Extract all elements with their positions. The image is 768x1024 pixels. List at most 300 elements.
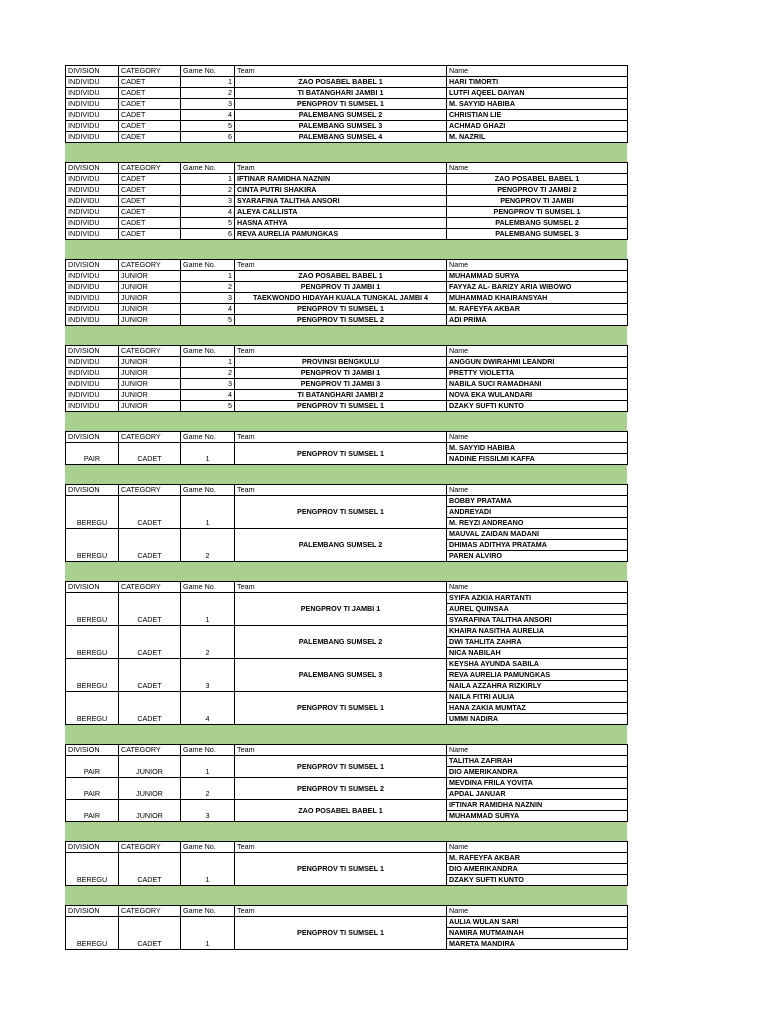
cell-category: CADET — [119, 229, 181, 240]
cell-name: M. RAFEYFA AKBAR — [447, 304, 628, 315]
header-game-no: Game No. — [181, 485, 235, 496]
cell-game-no: 3 — [181, 379, 235, 390]
header-game-no: Game No. — [181, 842, 235, 853]
cell-name: SYARAFINA TALITHA ANSORI — [447, 615, 628, 626]
cell-game-no: 3 — [181, 293, 235, 304]
cell-division: PAIR — [66, 756, 119, 778]
table-row — [66, 368, 628, 379]
cell-name: TALITHA ZAFIRAH — [447, 756, 628, 767]
spreadsheet — [65, 65, 627, 950]
cell-team: ALEYA CALLISTA — [235, 207, 447, 218]
table-row — [66, 99, 628, 110]
header-team: Team — [235, 582, 447, 593]
cell-category: CADET — [119, 207, 181, 218]
cell-division: INDIVIDU — [66, 110, 119, 121]
cell-division: BEREGU — [66, 853, 119, 886]
header-team: Team — [235, 432, 447, 443]
cell-name: MAUVAL ZAIDAN MADANI — [447, 529, 628, 540]
cell-division: BEREGU — [66, 917, 119, 950]
section-separator — [65, 562, 627, 581]
cell-team: ZAO POSABEL BABEL 1 — [235, 271, 447, 282]
header-row — [66, 346, 628, 357]
cell-division: INDIVIDU — [66, 218, 119, 229]
cell-game-no: 5 — [181, 218, 235, 229]
header-name: Name — [447, 582, 628, 593]
cell-name: AULIA WULAN SARI — [447, 917, 628, 928]
cell-team: REVA AURELIA PAMUNGKAS — [235, 229, 447, 240]
cell-team: ZAO POSABEL BABEL 1 — [235, 77, 447, 88]
section-separator — [65, 326, 627, 345]
cell-division: INDIVIDU — [66, 88, 119, 99]
cell-category: JUNIOR — [119, 756, 181, 778]
cell-category: CADET — [119, 626, 181, 659]
header-name: Name — [447, 163, 628, 174]
table-row — [66, 110, 628, 121]
cell-name: ADI PRIMA — [447, 315, 628, 326]
cell-division: INDIVIDU — [66, 99, 119, 110]
group-table — [65, 484, 628, 562]
cell-category: CADET — [119, 496, 181, 529]
cell-name: PENGPROV TI JAMBI — [447, 196, 628, 207]
cell-team: PALEMBANG SUMSEL 3 — [235, 121, 447, 132]
table-row — [66, 401, 628, 412]
header-game-no: Game No. — [181, 906, 235, 917]
cell-game-no: 2 — [181, 282, 235, 293]
cell-division: INDIVIDU — [66, 121, 119, 132]
cell-name: SYIFA AZKIA HARTANTI — [447, 593, 628, 604]
cell-division: INDIVIDU — [66, 132, 119, 143]
cell-team: TI BATANGHARI JAMBI 1 — [235, 88, 447, 99]
cell-team: PENGPROV TI JAMBI 1 — [235, 593, 447, 626]
cell-division: INDIVIDU — [66, 207, 119, 218]
cell-category: CADET — [119, 443, 181, 465]
cell-game-no: 1 — [181, 443, 235, 465]
cell-team: PENGPROV TI SUMSEL 1 — [235, 853, 447, 886]
cell-category: JUNIOR — [119, 315, 181, 326]
cell-division: BEREGU — [66, 496, 119, 529]
cell-division: INDIVIDU — [66, 229, 119, 240]
cell-division: INDIVIDU — [66, 174, 119, 185]
cell-name: M. SAYYID HABIBA — [447, 443, 628, 454]
cell-team: HASNA ATHYA — [235, 218, 447, 229]
header-team: Team — [235, 485, 447, 496]
cell-category: CADET — [119, 174, 181, 185]
table-row — [66, 185, 628, 196]
header-name: Name — [447, 745, 628, 756]
cell-name: PENGPROV TI JAMBI 2 — [447, 185, 628, 196]
header-row — [66, 842, 628, 853]
cell-category: JUNIOR — [119, 800, 181, 822]
cell-category: JUNIOR — [119, 271, 181, 282]
header-game-no: Game No. — [181, 432, 235, 443]
cell-division: INDIVIDU — [66, 379, 119, 390]
cell-name: CHRISTIAN LIE — [447, 110, 628, 121]
cell-division: PAIR — [66, 778, 119, 800]
table-row — [66, 778, 628, 789]
table-row — [66, 121, 628, 132]
cell-division: INDIVIDU — [66, 282, 119, 293]
table-row — [66, 853, 628, 864]
header-division: DIVISION — [66, 745, 119, 756]
cell-team: PENGPROV TI JAMBI 3 — [235, 379, 447, 390]
cell-division: INDIVIDU — [66, 304, 119, 315]
section-separator — [65, 412, 627, 431]
cell-name: NAILA AZZAHRA RIZKIRLY — [447, 681, 628, 692]
cell-division: INDIVIDU — [66, 390, 119, 401]
header-category: CATEGORY — [119, 485, 181, 496]
header-division: DIVISION — [66, 346, 119, 357]
cell-team: CINTA PUTRI SHAKIRA — [235, 185, 447, 196]
cell-team: PENGPROV TI SUMSEL 1 — [235, 496, 447, 529]
cell-category: CADET — [119, 77, 181, 88]
cell-division: BEREGU — [66, 529, 119, 562]
cell-name: M. REYZI ANDREANO — [447, 518, 628, 529]
cell-name: DZAKY SUFTI KUNTO — [447, 875, 628, 886]
cell-game-no: 1 — [181, 756, 235, 778]
cell-game-no: 4 — [181, 692, 235, 725]
table-row — [66, 390, 628, 401]
cell-name: APDAL JANUAR — [447, 789, 628, 800]
header-row — [66, 432, 628, 443]
cell-game-no: 2 — [181, 778, 235, 800]
cell-category: JUNIOR — [119, 379, 181, 390]
cell-name: MUHAMMAD SURYA — [447, 811, 628, 822]
cell-team: PENGPROV TI SUMSEL 1 — [235, 99, 447, 110]
cell-game-no: 1 — [181, 357, 235, 368]
header-team: Team — [235, 745, 447, 756]
table-row — [66, 77, 628, 88]
section-separator — [65, 822, 627, 841]
cell-name: REVA AURELIA PAMUNGKAS — [447, 670, 628, 681]
cell-division: BEREGU — [66, 593, 119, 626]
header-name: Name — [447, 66, 628, 77]
cell-name: IFTINAR RAMIDHA NAZNIN — [447, 800, 628, 811]
table-row — [66, 659, 628, 670]
header-category: CATEGORY — [119, 906, 181, 917]
header-row — [66, 582, 628, 593]
cell-category: JUNIOR — [119, 293, 181, 304]
cell-game-no: 4 — [181, 304, 235, 315]
header-name: Name — [447, 260, 628, 271]
cell-name: ANDREYADI — [447, 507, 628, 518]
table-row — [66, 692, 628, 703]
cell-name: PAREN ALVIRO — [447, 551, 628, 562]
cell-name: MEVDINA FRILA YOVITA — [447, 778, 628, 789]
cell-team: PALEMBANG SUMSEL 4 — [235, 132, 447, 143]
table-row — [66, 207, 628, 218]
cell-name: NAILA FITRI AULIA — [447, 692, 628, 703]
cell-game-no: 5 — [181, 121, 235, 132]
header-division: DIVISION — [66, 906, 119, 917]
cell-name: KHAIRA NASITHA AURELIA — [447, 626, 628, 637]
cell-division: INDIVIDU — [66, 357, 119, 368]
cell-team: PENGPROV TI JAMBI 1 — [235, 282, 447, 293]
header-row — [66, 66, 628, 77]
cell-team: PALEMBANG SUMSEL 2 — [235, 110, 447, 121]
cell-name: NABILA SUCI RAMADHANI — [447, 379, 628, 390]
cell-name: PENGPROV TI SUMSEL 1 — [447, 207, 628, 218]
cell-team: PENGPROV TI JAMBI 1 — [235, 368, 447, 379]
cell-name: BOBBY PRATAMA — [447, 496, 628, 507]
header-category: CATEGORY — [119, 163, 181, 174]
group-table — [65, 841, 628, 886]
table-row — [66, 282, 628, 293]
cell-category: CADET — [119, 593, 181, 626]
cell-category: JUNIOR — [119, 778, 181, 800]
cell-team: PENGPROV TI SUMSEL 1 — [235, 756, 447, 778]
cell-category: CADET — [119, 132, 181, 143]
table-row — [66, 443, 628, 454]
table-row — [66, 593, 628, 604]
table-row — [66, 626, 628, 637]
header-division: DIVISION — [66, 485, 119, 496]
header-division: DIVISION — [66, 66, 119, 77]
group-table — [65, 581, 628, 725]
cell-category: JUNIOR — [119, 304, 181, 315]
cell-name: NAMIRA MUTMAINAH — [447, 928, 628, 939]
header-division: DIVISION — [66, 582, 119, 593]
cell-team: PENGPROV TI SUMSEL 1 — [235, 917, 447, 950]
cell-game-no: 4 — [181, 207, 235, 218]
cell-game-no: 4 — [181, 390, 235, 401]
cell-division: INDIVIDU — [66, 293, 119, 304]
cell-game-no: 1 — [181, 174, 235, 185]
cell-game-no: 2 — [181, 626, 235, 659]
cell-division: INDIVIDU — [66, 401, 119, 412]
header-division: DIVISION — [66, 163, 119, 174]
cell-name: ANGGUN DWIRAHMI LEANDRI — [447, 357, 628, 368]
group-table — [65, 744, 628, 822]
cell-game-no: 3 — [181, 800, 235, 822]
cell-division: BEREGU — [66, 626, 119, 659]
cell-name: PRETTY VIOLETTA — [447, 368, 628, 379]
cell-team: IFTINAR RAMIDHA NAZNIN — [235, 174, 447, 185]
cell-game-no: 4 — [181, 110, 235, 121]
header-row — [66, 163, 628, 174]
group-table — [65, 905, 628, 950]
cell-game-no: 1 — [181, 496, 235, 529]
table-row — [66, 529, 628, 540]
header-team: Team — [235, 260, 447, 271]
cell-category: CADET — [119, 110, 181, 121]
cell-team: PENGPROV TI SUMSEL 1 — [235, 401, 447, 412]
cell-game-no: 5 — [181, 401, 235, 412]
cell-category: CADET — [119, 99, 181, 110]
cell-team: PENGPROV TI SUMSEL 2 — [235, 315, 447, 326]
cell-name: LUTFI AQEEL DAIYAN — [447, 88, 628, 99]
cell-division: INDIVIDU — [66, 368, 119, 379]
table-row — [66, 293, 628, 304]
header-name: Name — [447, 906, 628, 917]
cell-game-no: 1 — [181, 77, 235, 88]
cell-category: JUNIOR — [119, 390, 181, 401]
cell-name: DHIMAS ADITHYA PRATAMA — [447, 540, 628, 551]
cell-category: CADET — [119, 659, 181, 692]
cell-name: PALEMBANG SUMSEL 3 — [447, 229, 628, 240]
header-game-no: Game No. — [181, 745, 235, 756]
cell-category: CADET — [119, 88, 181, 99]
header-team: Team — [235, 346, 447, 357]
cell-name: M. SAYYID HABIBA — [447, 99, 628, 110]
cell-category: JUNIOR — [119, 282, 181, 293]
cell-division: INDIVIDU — [66, 77, 119, 88]
cell-game-no: 1 — [181, 917, 235, 950]
header-division: DIVISION — [66, 842, 119, 853]
cell-name: MUHAMMAD SURYA — [447, 271, 628, 282]
header-category: CATEGORY — [119, 260, 181, 271]
cell-team: PALEMBANG SUMSEL 3 — [235, 659, 447, 692]
match-table — [65, 162, 628, 240]
header-team: Team — [235, 66, 447, 77]
cell-name: FAYYAZ AL- BARIZY ARIA WIBOWO — [447, 282, 628, 293]
table-row — [66, 496, 628, 507]
cell-category: JUNIOR — [119, 401, 181, 412]
cell-name: HANA ZAKIA MUMTAZ — [447, 703, 628, 714]
header-division: DIVISION — [66, 260, 119, 271]
table-row — [66, 800, 628, 811]
header-game-no: Game No. — [181, 260, 235, 271]
header-game-no: Game No. — [181, 163, 235, 174]
header-name: Name — [447, 485, 628, 496]
cell-game-no: 3 — [181, 196, 235, 207]
header-name: Name — [447, 842, 628, 853]
cell-game-no: 1 — [181, 853, 235, 886]
header-category: CATEGORY — [119, 346, 181, 357]
cell-game-no: 2 — [181, 529, 235, 562]
header-category: CATEGORY — [119, 66, 181, 77]
cell-name: DWI TAHLITA ZAHRA — [447, 637, 628, 648]
cell-category: CADET — [119, 196, 181, 207]
cell-team: PENGPROV TI SUMSEL 1 — [235, 692, 447, 725]
cell-team: PALEMBANG SUMSEL 2 — [235, 529, 447, 562]
cell-category: JUNIOR — [119, 368, 181, 379]
cell-name: PALEMBANG SUMSEL 2 — [447, 218, 628, 229]
cell-category: CADET — [119, 853, 181, 886]
header-category: CATEGORY — [119, 582, 181, 593]
cell-division: PAIR — [66, 443, 119, 465]
cell-game-no: 2 — [181, 368, 235, 379]
match-table — [65, 345, 628, 412]
header-name: Name — [447, 346, 628, 357]
cell-team: PALEMBANG SUMSEL 2 — [235, 626, 447, 659]
cell-team: TAEKWONDO HIDAYAH KUALA TUNGKAL JAMBI 4 — [235, 293, 447, 304]
cell-name: MUHAMMAD KHAIRANSYAH — [447, 293, 628, 304]
cell-name: NADINE FISSILMI KAFFA — [447, 454, 628, 465]
cell-division: PAIR — [66, 800, 119, 822]
cell-name: NOVA EKA WULANDARI — [447, 390, 628, 401]
header-category: CATEGORY — [119, 842, 181, 853]
cell-game-no: 3 — [181, 659, 235, 692]
cell-name: AUREL QUINSAA — [447, 604, 628, 615]
table-row — [66, 379, 628, 390]
cell-game-no: 1 — [181, 593, 235, 626]
header-team: Team — [235, 906, 447, 917]
cell-division: INDIVIDU — [66, 196, 119, 207]
header-row — [66, 906, 628, 917]
cell-name: ZAO POSABEL BABEL 1 — [447, 174, 628, 185]
group-table — [65, 431, 628, 465]
cell-game-no: 3 — [181, 99, 235, 110]
cell-team: PENGPROV TI SUMSEL 1 — [235, 443, 447, 465]
cell-name: HARI TIMORTI — [447, 77, 628, 88]
cell-division: BEREGU — [66, 692, 119, 725]
cell-division: BEREGU — [66, 659, 119, 692]
header-row — [66, 745, 628, 756]
cell-name: ACHMAD GHAZI — [447, 121, 628, 132]
header-team: Team — [235, 163, 447, 174]
cell-team: PROVINSI BENGKULU — [235, 357, 447, 368]
table-row — [66, 88, 628, 99]
table-row — [66, 174, 628, 185]
section-separator — [65, 240, 627, 259]
table-row — [66, 218, 628, 229]
cell-category: JUNIOR — [119, 357, 181, 368]
cell-game-no: 2 — [181, 185, 235, 196]
cell-name: M. RAFEYFA AKBAR — [447, 853, 628, 864]
cell-game-no: 6 — [181, 229, 235, 240]
header-game-no: Game No. — [181, 582, 235, 593]
header-name: Name — [447, 432, 628, 443]
section-separator — [65, 725, 627, 744]
table-row — [66, 315, 628, 326]
cell-division: INDIVIDU — [66, 185, 119, 196]
table-row — [66, 196, 628, 207]
table-row — [66, 271, 628, 282]
cell-name: DIO AMERIKANDRA — [447, 864, 628, 875]
cell-team: PENGPROV TI SUMSEL 2 — [235, 778, 447, 800]
header-game-no: Game No. — [181, 346, 235, 357]
table-row — [66, 357, 628, 368]
cell-category: CADET — [119, 692, 181, 725]
cell-name: DZAKY SUFTI KUNTO — [447, 401, 628, 412]
cell-category: CADET — [119, 529, 181, 562]
header-row — [66, 260, 628, 271]
cell-team: PENGPROV TI SUMSEL 1 — [235, 304, 447, 315]
table-row — [66, 132, 628, 143]
cell-game-no: 6 — [181, 132, 235, 143]
section-separator — [65, 143, 627, 162]
table-row — [66, 304, 628, 315]
cell-division: INDIVIDU — [66, 315, 119, 326]
table-row — [66, 917, 628, 928]
table-row — [66, 229, 628, 240]
cell-team: ZAO POSABEL BABEL 1 — [235, 800, 447, 822]
header-team: Team — [235, 842, 447, 853]
section-separator — [65, 886, 627, 905]
section-separator — [65, 465, 627, 484]
cell-game-no: 2 — [181, 88, 235, 99]
header-category: CATEGORY — [119, 432, 181, 443]
cell-name: KEYSHA AYUNDA SABILA — [447, 659, 628, 670]
cell-category: CADET — [119, 185, 181, 196]
cell-category: CADET — [119, 917, 181, 950]
table-row — [66, 756, 628, 767]
cell-team: TI BATANGHARI JAMBI 2 — [235, 390, 447, 401]
cell-category: CADET — [119, 121, 181, 132]
header-game-no: Game No. — [181, 66, 235, 77]
cell-category: CADET — [119, 218, 181, 229]
cell-name: DIO AMERIKANDRA — [447, 767, 628, 778]
header-category: CATEGORY — [119, 745, 181, 756]
match-table — [65, 65, 628, 143]
header-division: DIVISION — [66, 432, 119, 443]
match-table — [65, 259, 628, 326]
header-row — [66, 485, 628, 496]
cell-game-no: 1 — [181, 271, 235, 282]
cell-division: INDIVIDU — [66, 271, 119, 282]
cell-name: MARETA MANDIRA — [447, 939, 628, 950]
cell-game-no: 5 — [181, 315, 235, 326]
